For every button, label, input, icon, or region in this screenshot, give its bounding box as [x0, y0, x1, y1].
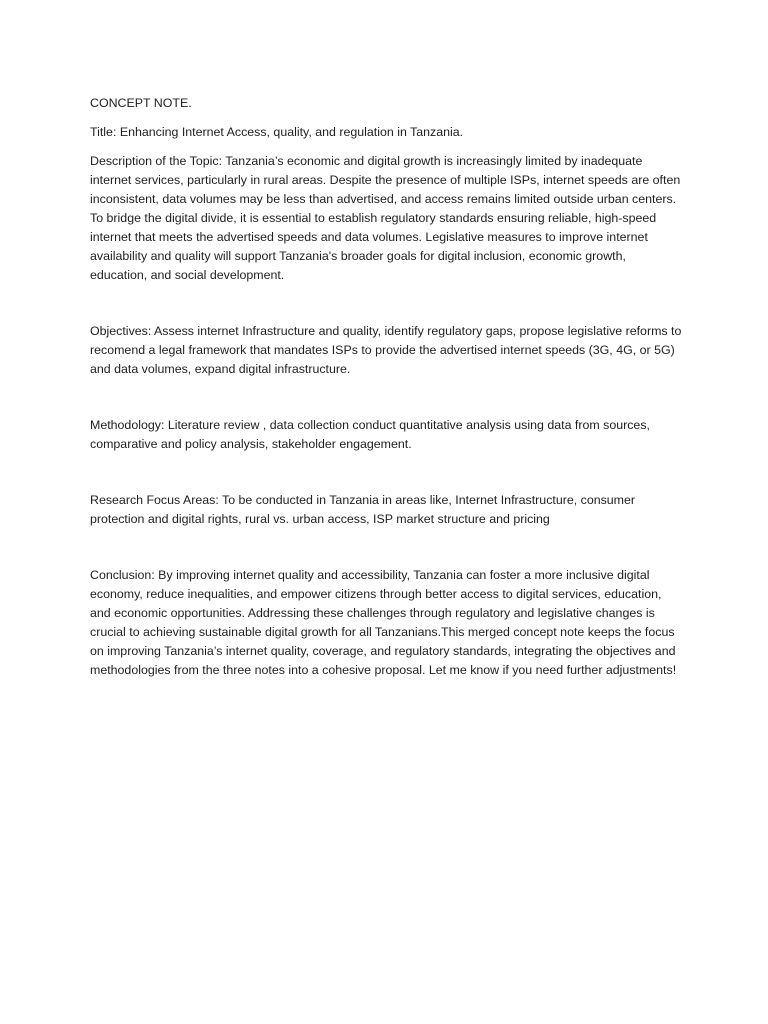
document-title: Title: Enhancing Internet Access, quality, and regulation in Tanzania.: [90, 125, 464, 139]
methodology-paragraph: Methodology: Literature review , data collection conduct quantitative analysis using data from sources, comparative and policy analysis, stakeholder engagement.: [90, 418, 650, 451]
research-focus-paragraph: Research Focus Areas: To be conducted in Tanzania in areas like, Internet Infrastructure, consumer protection and digital rights, rural vs. urban access, ISP market structure and pricing: [90, 493, 636, 526]
objectives-paragraph: Objectives: Assess internet Infrastructure and quality, identify regulatory gaps, propose legislative reforms to recomend a legal framework that mandates ISPs to provide the advertised internet speeds (3G, 4G, or 5G) and data volumes, expand digital infrastructure.: [90, 324, 682, 376]
description-paragraph: Description of the Topic: Tanzania’s economic and digital growth is increasingly limited by inadequate internet services, particularly in rural areas. Despite the presence of multiple ISPs, internet speeds are often inconsistent, data volumes may be less than advertised, and access remains limited outside urban centers. To bridge the digital divide, it is essential to establish regulatory standards ensuring reliable, high-speed internet that meets the advertised speeds and data volumes. Legislative measures to improve internet availability and quality will support Tanzania's broader goals for digital inclusion, economic growth, education, and social development.: [90, 154, 681, 282]
document-body: [90, 94, 682, 680]
document-heading: CONCEPT NOTE.: [90, 96, 192, 110]
conclusion-paragraph: Conclusion: By improving internet quality and accessibility, Tanzania can foster a more inclusive digital economy, reduce inequalities, and empower citizens through better access to digital services, education, and economic opportunities. Addressing these challenges through regulatory and legislative changes is crucial to achieving sustainable digital growth for all Tanzanians.This merged concept note keeps the focus on improving Tanzania’s internet quality, coverage, and regulatory standards, integrating the objectives and methodologies from the three notes into a cohesive proposal. Let me know if you need further adjustments!: [90, 568, 677, 677]
